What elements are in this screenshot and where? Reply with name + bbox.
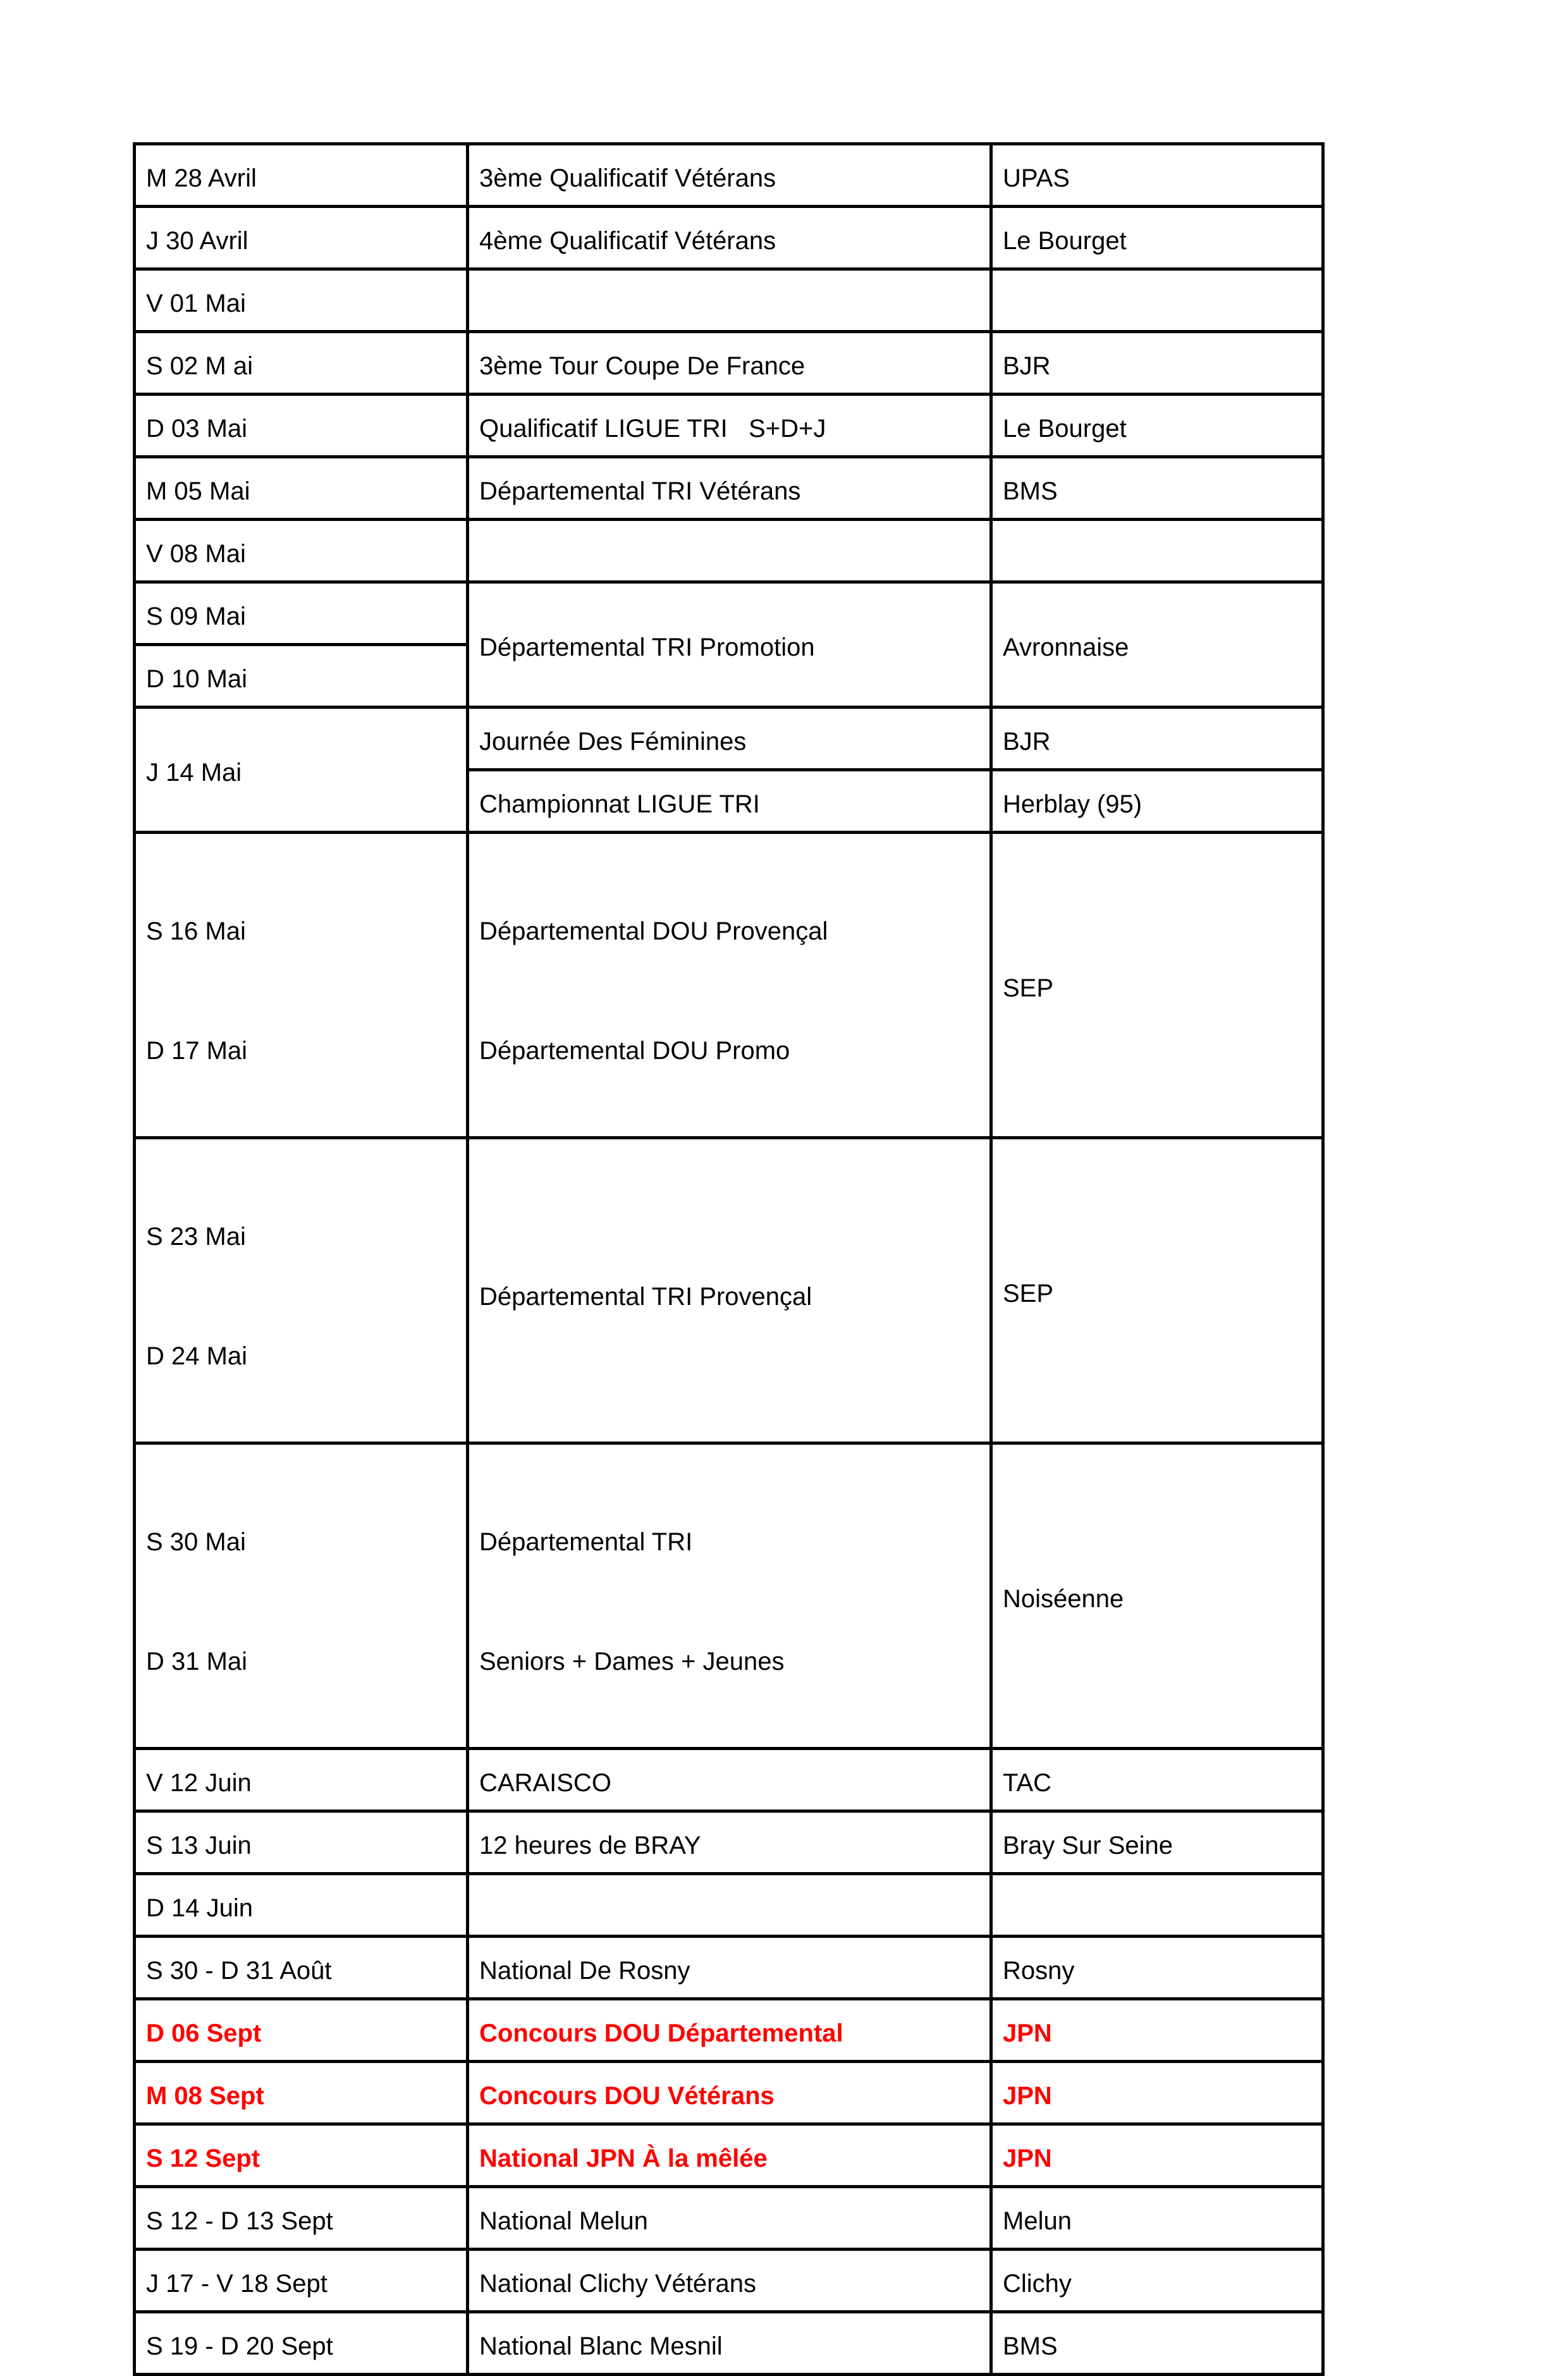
event-line: Départemental DOU Provençal (479, 917, 828, 945)
club-cell: SEP (991, 833, 1323, 1138)
table-row-highlighted (135, 1999, 1323, 2062)
club-cell: JPN (991, 2124, 1323, 2187)
event-cell: Départemental TRI Promotion (468, 582, 991, 707)
date-line: S 16 Mai (146, 917, 246, 945)
event-cell: CARAISCO (468, 1749, 991, 1811)
table-row (135, 269, 1323, 332)
club-cell (991, 520, 1323, 582)
date-cell: M 28 Avril (135, 144, 468, 207)
club-cell (991, 269, 1323, 332)
table-row (135, 207, 1323, 269)
club-cell: Noiséenne (991, 1443, 1323, 1749)
date-cell: S 30 - D 31 Août (135, 1937, 468, 1999)
club-cell: UPAS (991, 144, 1323, 207)
date-cell: J 30 Avril (135, 207, 468, 269)
event-cell: National Blanc Mesnil (468, 2312, 991, 2375)
club-cell: BMS (991, 2312, 1323, 2375)
event-cell (468, 269, 991, 332)
club-cell: JPN (991, 1999, 1323, 2062)
club-cell: BJR (991, 332, 1323, 395)
date-cell: S 13 Juin (135, 1811, 468, 1874)
table-row (135, 2187, 1323, 2250)
date-line: S 30 Mai (146, 1528, 246, 1556)
club-cell (991, 1874, 1323, 1937)
event-cell: Concours DOU Départemental (468, 1999, 991, 2062)
date-cell: D 06 Sept (135, 1999, 468, 2062)
date-cell: V 12 Juin (135, 1749, 468, 1811)
date-cell: J 14 Mai (135, 707, 468, 833)
club-cell: BJR (991, 707, 1323, 770)
table-row-split-event (135, 707, 1323, 770)
club-cell: TAC (991, 1749, 1323, 1811)
table-row-weekend (135, 833, 1323, 1138)
event-cell: 3ème Tour Coupe De France (468, 332, 991, 395)
club-cell: Melun (991, 2187, 1323, 2250)
table-row (135, 520, 1323, 582)
club-cell: Bray Sur Seine (991, 1811, 1323, 1874)
date-cell: J 17 - V 18 Sept (135, 2250, 468, 2312)
date-line: D 31 Mai (146, 1648, 248, 1675)
date-cell: M 08 Sept (135, 2062, 468, 2124)
date-cell: S 19 - D 20 Sept (135, 2312, 468, 2375)
club-cell: SEP (991, 1138, 1323, 1443)
table-row (135, 1749, 1323, 1811)
club-cell: JPN (991, 2062, 1323, 2124)
table-row-weekend (135, 1443, 1323, 1749)
event-cell: National Clichy Vétérans (468, 2250, 991, 2312)
event-cell: National De Rosny (468, 1937, 991, 1999)
event-cell (468, 520, 991, 582)
club-cell: Le Bourget (991, 395, 1323, 457)
date-cell: M 05 Mai (135, 457, 468, 520)
event-cell: Qualificatif LIGUE TRI S+D+J (468, 395, 991, 457)
event-cell (468, 1443, 991, 1749)
event-cell: National JPN À la mêlée (468, 2124, 991, 2187)
table-row (135, 2312, 1323, 2375)
event-cell: 12 heures de BRAY (468, 1811, 991, 1874)
event-cell: National Melun (468, 2187, 991, 2250)
date-cell: S 12 - D 13 Sept (135, 2187, 468, 2250)
date-line: D 17 Mai (146, 1037, 248, 1065)
table-row (135, 1874, 1323, 1937)
event-cell: Concours DOU Vétérans (468, 2062, 991, 2124)
date-line: S 23 Mai (146, 1223, 246, 1251)
date-cell: S 02 M ai (135, 332, 468, 395)
club-cell: BMS (991, 457, 1323, 520)
event-line: Départemental TRI Provençal (479, 1282, 812, 1311)
event-line: Seniors + Dames + Jeunes (479, 1648, 785, 1675)
event-cell: Journée Des Féminines (468, 707, 991, 770)
table-row-weekend (135, 1138, 1323, 1443)
schedule-table (133, 142, 1325, 2376)
date-cell: V 01 Mai (135, 269, 468, 332)
table-row-highlighted (135, 2124, 1323, 2187)
table-row (135, 144, 1323, 207)
club-cell: Herblay (95) (991, 770, 1323, 833)
date-cell (135, 833, 468, 1138)
event-cell: Départemental TRI Vétérans (468, 457, 991, 520)
event-cell (468, 1138, 991, 1443)
table-row (135, 395, 1323, 457)
table-row (135, 1811, 1323, 1874)
table-row-highlighted (135, 2062, 1323, 2124)
date-cell: S 12 Sept (135, 2124, 468, 2187)
event-line: Départemental TRI (479, 1528, 693, 1556)
event-cell: 3ème Qualificatif Vétérans (468, 144, 991, 207)
date-cell: D 14 Juin (135, 1874, 468, 1937)
event-cell: 4ème Qualificatif Vétérans (468, 207, 991, 269)
table-row (135, 332, 1323, 395)
event-line: Départemental DOU Promo (479, 1037, 790, 1065)
table-row (135, 2250, 1323, 2312)
event-cell: Championnat LIGUE TRI (468, 770, 991, 833)
event-cell (468, 1874, 991, 1937)
date-cell (135, 1138, 468, 1443)
table-row (135, 1937, 1323, 1999)
club-cell: Clichy (991, 2250, 1323, 2312)
table-row-split-date (135, 582, 1323, 645)
date-cell: V 08 Mai (135, 520, 468, 582)
date-cell: D 03 Mai (135, 395, 468, 457)
date-cell: D 10 Mai (135, 645, 468, 707)
event-cell (468, 833, 991, 1138)
club-cell: Avronnaise (991, 582, 1323, 707)
date-line: D 24 Mai (146, 1342, 248, 1370)
club-cell: Rosny (991, 1937, 1323, 1999)
table-row (135, 457, 1323, 520)
date-cell: S 09 Mai (135, 582, 468, 645)
date-cell (135, 1443, 468, 1749)
club-cell: Le Bourget (991, 207, 1323, 269)
